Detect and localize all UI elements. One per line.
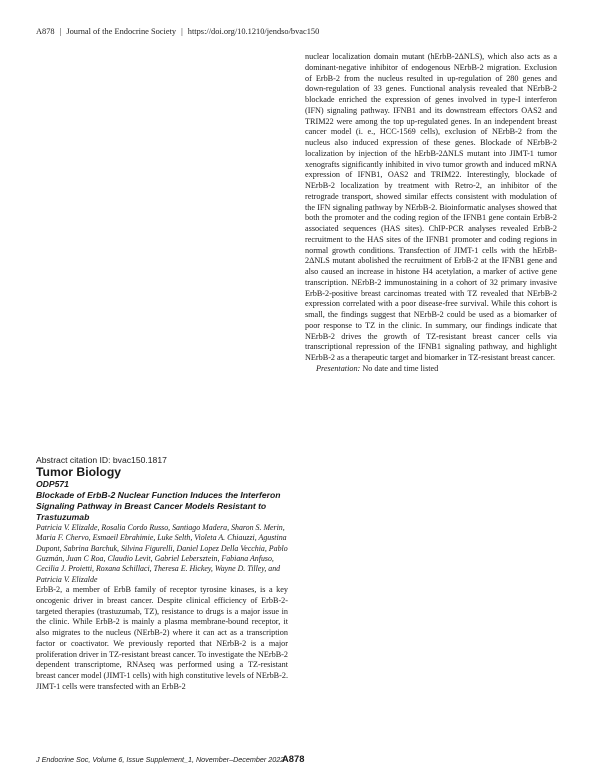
- right-column: [305, 52, 557, 375]
- abstract-body-continued: nuclear localization domain mutant (hErbB-2ΔNLS), which also acts as a dominant-negative inhibitor of endogenous NErbB-2 migration. Exclusion of ErbB-2 from the nucleus resulted in up-regulation of 280 genes and down-regulation of 33 genes. Functional analysis revealed that NErbB-2 blockade enriched the expression of genes involved in type-I interferon (IFN) signaling pathway. IFNB1 and its downstream effectors OAS2 and TRIM22 were among the top up-regulated genes. In an independent breast cancer model (i. e., HCC-1569 cells), exclusion of NErbB-2 from the nucleus also induced expression of these genes. Blockade of NErbB-2 localization by injection of the hErbB-2ΔNLS mutant into JIMT-1 tumor xenografts significantly inhibited in vivo tumor growth and induced mRNA expression of IFNB1, OAS2 and TRIM22. Interestingly, blockade of NErbB-2 localization by treatment with Retro-2, an inhibitor of the retrograde transport, showed similar effects consistent with modulation of the IFN signaling pathway by NErbB-2. Bioinformatic analyses showed that both the promoter and the coding region of the IFNB1 gene contain ErbB-2 associated sequences (HAS sites). ChIP-PCR analyses revealed ErbB-2 recruitment to the HAS sites of the IFNB1 promoter and coding regions in normal growth conditions. Transfection of JIMT-1 cells with the hErbB-2ΔNLS mutant abolished the recruitment of ErbB-2 at the IFNB1 gene and also caused an increase in histone H4 acetylation, a marker of active gene transcription. NErbB-2 immunostaining in a cohort of 32 primary invasive ErbB-2-positive breast carcinomas treated with TZ revealed that NErbB-2 expression correlated with a poor disease-free survival. While this cohort is small, the findings suggest that NErbB-2 could be used as a biomarker of poor response to TZ in the clinic. In summary, our findings indicate that NErbB-2 drives the growth of TZ-resistant breast cancer cells via transcriptional repression of the IFNB1 signaling pathway, and highlight NErbB-2 as a therapeutic target and biomarker in TZ-resistant breast cancer.: [305, 52, 557, 362]
- abstract-title: Blockade of ErbB-2 Nuclear Function Induces the Interferon Signaling Pathway in Breast Cancer Models Resistant to Trastuzumab: [36, 489, 281, 522]
- presentation-value: No date and time listed: [362, 363, 439, 373]
- abstract-body: ErbB-2, a member of ErbB family of receptor tyrosine kinases, is a key oncogenic driver in breast cancer. Despite clinical efficiency of ErbB-2-targeted therapies (trastuzumab, TZ), resistance to drugs is a major issue in the clinic. While ErbB-2 is mainly a plasma membrane-bound receptor, it also migrates to the nucleus (NErbB-2) where it can act as a transcription factor or coactivator. We previously reported that NErbB-2 is a major proliferation driver in TZ-resistant breast cancer. To investigate the NErbB-2 dependent transcriptome, RNAseq was performed using a TZ-resistant breast cancer model (JIMT-1 cells) with high constitutive levels of NErbB-2. JIMT-1 cells were transfected with an ErbB-2: [36, 585, 288, 691]
- author-list: Patricia V. Elizalde, Rosalia Cordo Russo, Santiago Madera, Sharon S. Merin, Maria F. Chervo, Esmaeil Ebrahimie, Luke Selth, Violeta A. Chiauzzi, Agustina Dupont, Sabrina Barchuk, Silvina Figurelli, Daniel Lopez Della Vecchia, Pablo Guzmán, Juan C Roa, Claudio Levit, Gabriel Lebersztein, Fabiana Anfuso, Cecilia J. Proietti, Roxana Schillaci, Theresa E. Hickey, Wayne D. Tilley, and Patricia V. Elizalde: [36, 522, 288, 584]
- presentation-line: [305, 364, 557, 375]
- footer-citation: J Endocrine Soc, Volume 6, Issue Supplement_1, November–December 2022: [36, 755, 285, 764]
- abstract-code: ODP571: [36, 478, 69, 489]
- header-page-code: A878: [36, 27, 55, 36]
- section-heading: Tumor Biology: [36, 464, 122, 479]
- running-header: [36, 27, 319, 36]
- header-separator: |: [59, 27, 62, 36]
- abstract-citation-id: Abstract citation ID: bvac150.1817: [36, 455, 167, 465]
- page-number: A878: [282, 753, 305, 764]
- header-doi-link[interactable]: https://doi.org/10.1210/jendso/bvac150: [187, 27, 320, 36]
- header-separator: |: [181, 27, 183, 36]
- left-column: [36, 455, 288, 693]
- presentation-label: Presentation:: [316, 363, 361, 373]
- header-journal-name: Journal of the Endocrine Society: [66, 27, 177, 36]
